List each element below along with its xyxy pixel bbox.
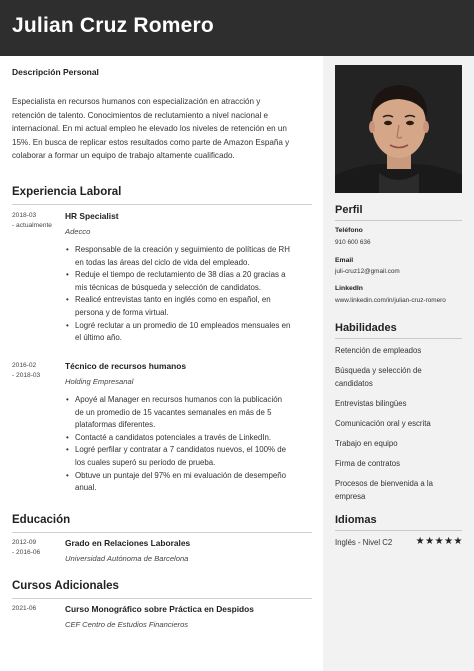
section-divider (12, 532, 312, 533)
course-name: Curso Monográfico sobre Práctica en Despidos (65, 604, 254, 614)
languages-title: Idiomas (335, 514, 377, 526)
education-dates (12, 538, 62, 558)
email-value: juli-cruz12@gmail.com (335, 268, 400, 275)
job-dates (12, 211, 62, 231)
language-item (335, 538, 463, 547)
bullet-line: anual. (75, 483, 97, 493)
course-center: CEF Centro de Estudios Financieros (65, 620, 189, 629)
job-bullet (65, 394, 310, 432)
course-date: 2021-06 (12, 605, 37, 612)
main-column (0, 56, 323, 671)
description-line: 15%. En busca de replicar estos resultados como parte de Amazon España y (12, 137, 290, 147)
bullet-line: en todas las áreas del ciclo de vida del empleado. (75, 257, 250, 267)
sidebar (323, 56, 474, 671)
email-label: Email (335, 257, 354, 264)
description-line: retención de talento. Conocimientos de reclutamiento a nivel nacional e (12, 110, 269, 120)
profile-title: Perfil (335, 204, 363, 216)
portrait-photo (335, 65, 462, 193)
bullet-line: • Logré perfilar y contratar a 7 candidatos nuevos, el 100% de (75, 445, 286, 455)
bullet-line: el último año. (75, 333, 122, 343)
sidebar-divider (335, 530, 462, 531)
job-title: HR Specialist (65, 211, 119, 221)
skill-item (335, 438, 465, 451)
sidebar-divider (335, 220, 462, 221)
skill-item (335, 418, 465, 431)
phone-value: 910 600 636 (335, 239, 371, 246)
description-line: internacional. En mi actual empleo he elevado los niveles de retención en un (12, 124, 287, 134)
job-date-to: - 2018-03 (12, 372, 41, 379)
job-title: Técnico de recursos humanos (65, 361, 187, 371)
job-date-from: 2018-03 (12, 212, 37, 219)
education-degree: Grado en Relaciones Laborales (65, 538, 191, 548)
bullet-line: • Obtuve un puntaje del 97% en mi evaluación de desempeño (75, 470, 287, 480)
skill-item (335, 478, 465, 503)
bullet-line: • Realicé entrevistas tanto en inglés como en español, en (75, 295, 271, 305)
bullet-line: los cuales superó su periodo de prueba. (75, 457, 216, 467)
bullet-line: • Reduje el tiempo de reclutamiento de 38 días a 20 gracias a (75, 270, 286, 280)
skill-line: Comunicación oral y escrita (335, 419, 431, 428)
candidate-name: Julian Cruz Romero (12, 14, 214, 37)
job-bullets (65, 394, 310, 495)
bullet-line: • Logré reclutar a un promedio de 10 empleados mensuales en (75, 320, 291, 330)
job-date-to: - actualmente (12, 222, 52, 229)
job-bullet (65, 294, 310, 319)
skill-line: Procesos de bienvenida a la (335, 479, 433, 488)
job-bullet (65, 444, 310, 469)
bullet-line: • Contacté a candidatos potenciales a través de LinkedIn. (75, 432, 272, 442)
skill-line: Búsqueda y selección de (335, 366, 422, 375)
job-bullet (65, 244, 310, 269)
section-divider (12, 204, 312, 205)
job-company: Adecco (65, 227, 91, 236)
job-date-from: 2016-02 (12, 362, 37, 369)
bullet-line: de un promedio de 15 vacantes semanales en más de 5 (75, 407, 272, 417)
job-dates (12, 361, 62, 381)
education-date-to: - 2016-06 (12, 549, 41, 556)
education-school: Universidad Autónoma de Barcelona (65, 554, 189, 563)
job-bullet (65, 269, 310, 294)
sidebar-divider (335, 338, 462, 339)
skills-title: Habilidades (335, 322, 397, 334)
education-date-from: 2012-09 (12, 539, 37, 546)
skill-line: empresa (335, 491, 366, 501)
job-bullets (65, 244, 310, 345)
language-rating-stars: ★★★★★ (415, 536, 463, 547)
education-title: Educación (12, 514, 71, 526)
description-text (12, 95, 310, 163)
courses-title: Cursos Adicionales (12, 580, 119, 592)
description-line: colaborar a formar un equipo de trabajo altamente cualificado. (12, 151, 235, 161)
experience-title: Experiencia Laboral (12, 186, 122, 198)
bullet-line: mis técnicas de búsqueda y selección de candidatos. (75, 282, 261, 292)
phone-label: Teléfono (335, 227, 363, 234)
section-divider (12, 598, 312, 599)
skill-line: Firma de contratos (335, 459, 400, 468)
skill-item (335, 365, 465, 390)
skill-item (335, 345, 465, 358)
header-bar (0, 0, 474, 56)
description-line: Especialista en recursos humanos con especialización en atracción y (12, 97, 261, 106)
skill-item (335, 398, 465, 411)
language-label: Inglés - Nivel C2 (335, 538, 393, 547)
skill-line: Retención de empleados (335, 346, 422, 355)
skill-item (335, 458, 465, 471)
portrait-image (335, 65, 462, 193)
bullet-line: • Responsable de la creación y seguimiento de políticas de RH (75, 245, 290, 254)
skill-line: candidatos (335, 378, 373, 388)
bullet-line: • Apoyé al Manager en recursos humanos con la publicación (75, 395, 283, 404)
skill-line: Entrevistas bilingües (335, 399, 407, 408)
bullet-line: plataformas diferentes. (75, 420, 156, 430)
job-bullet (65, 432, 310, 445)
skill-line: Trabajo en equipo (335, 439, 398, 448)
linkedin-value: www.linkedin.com/in/julian-cruz-romero (335, 297, 446, 304)
linkedin-label: LinkedIn (335, 285, 363, 292)
job-company: Holding Empresanal (65, 377, 134, 386)
job-bullet (65, 470, 310, 495)
description-title: Descripción Personal (12, 67, 99, 77)
bullet-line: persona y de forma virtual. (75, 307, 169, 317)
job-bullet (65, 320, 310, 345)
